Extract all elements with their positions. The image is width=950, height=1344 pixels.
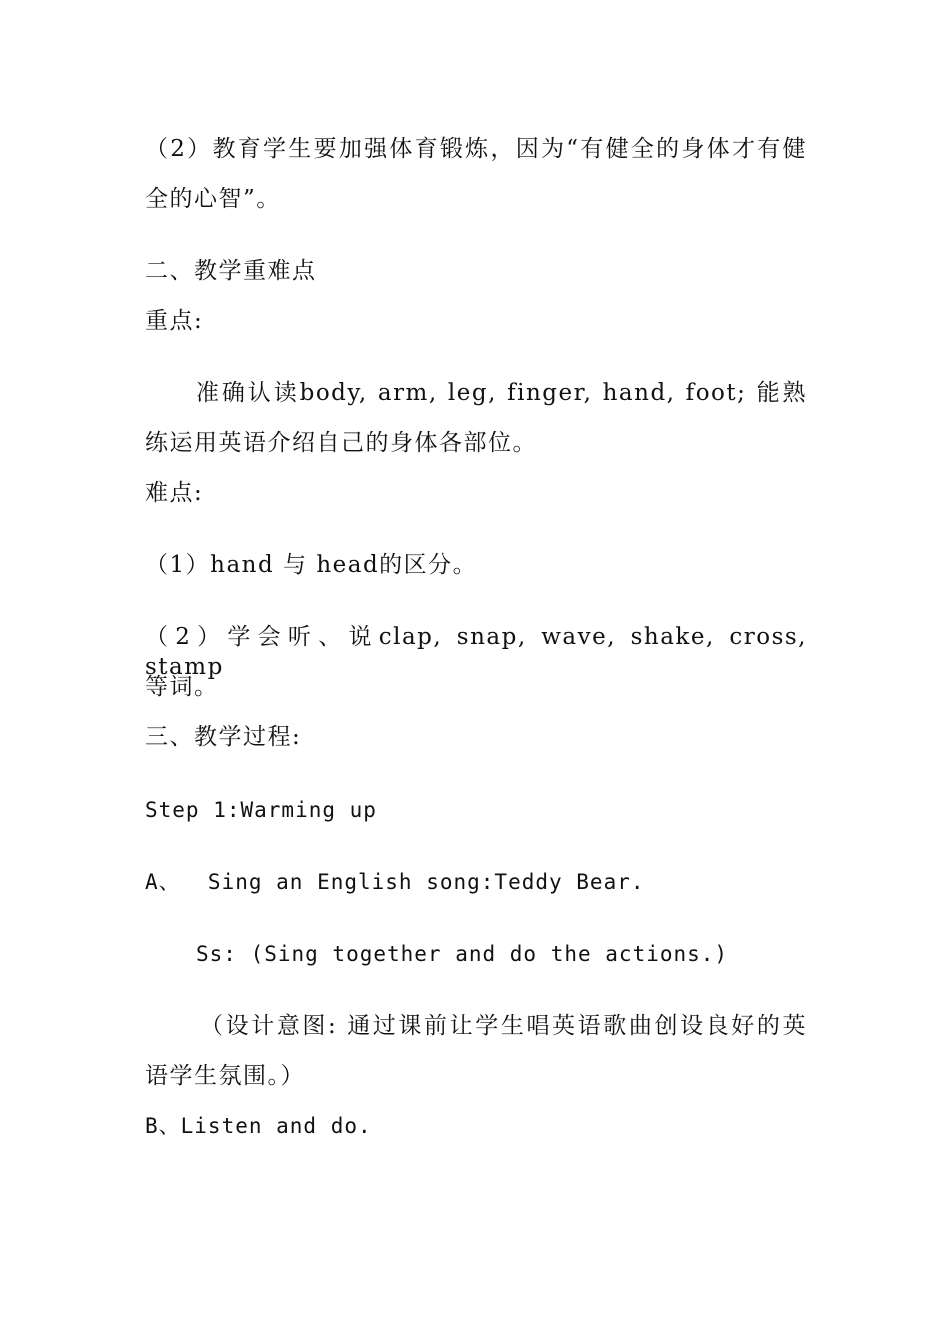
- key-points-label: 重点:: [145, 308, 204, 334]
- objective-2-line-2: 全的心智”。: [145, 186, 281, 212]
- design-intent-line-2: 语学生氛围。）: [145, 1063, 305, 1089]
- objective-2-line-1: （2）教育学生要加强体育锻炼，因为“有健全的身体才有健: [145, 136, 807, 162]
- activity-a-students: Ss: (Sing together and do the actions.): [196, 942, 729, 966]
- difficulty-2-line-2: 等词。: [145, 674, 219, 700]
- difficulty-2-line-1: （2）学会听、说clap, snap, wave, shake, cross, stamp: [145, 624, 807, 680]
- key-points-line-2: 练运用英语介绍自己的身体各部位。: [145, 430, 537, 456]
- section-heading-key-points: 二、教学重难点: [145, 258, 317, 284]
- activity-b: B、Listen and do.: [145, 1114, 372, 1138]
- difficulty-1: （1）hand 与 head的区分。: [145, 552, 478, 578]
- difficult-points-label: 难点:: [145, 480, 204, 506]
- activity-a: A、 Sing an English song:Teddy Bear.: [145, 870, 645, 894]
- step-1-heading: Step 1:Warming up: [145, 798, 377, 822]
- key-points-line-1: 准确认读body, arm, leg, finger, hand, foot; 能熟: [196, 380, 807, 406]
- section-heading-teaching-process: 三、教学过程:: [145, 724, 302, 750]
- design-intent-line-1: （设计意图: 通过课前让学生唱英语歌曲创设良好的英: [200, 1013, 807, 1039]
